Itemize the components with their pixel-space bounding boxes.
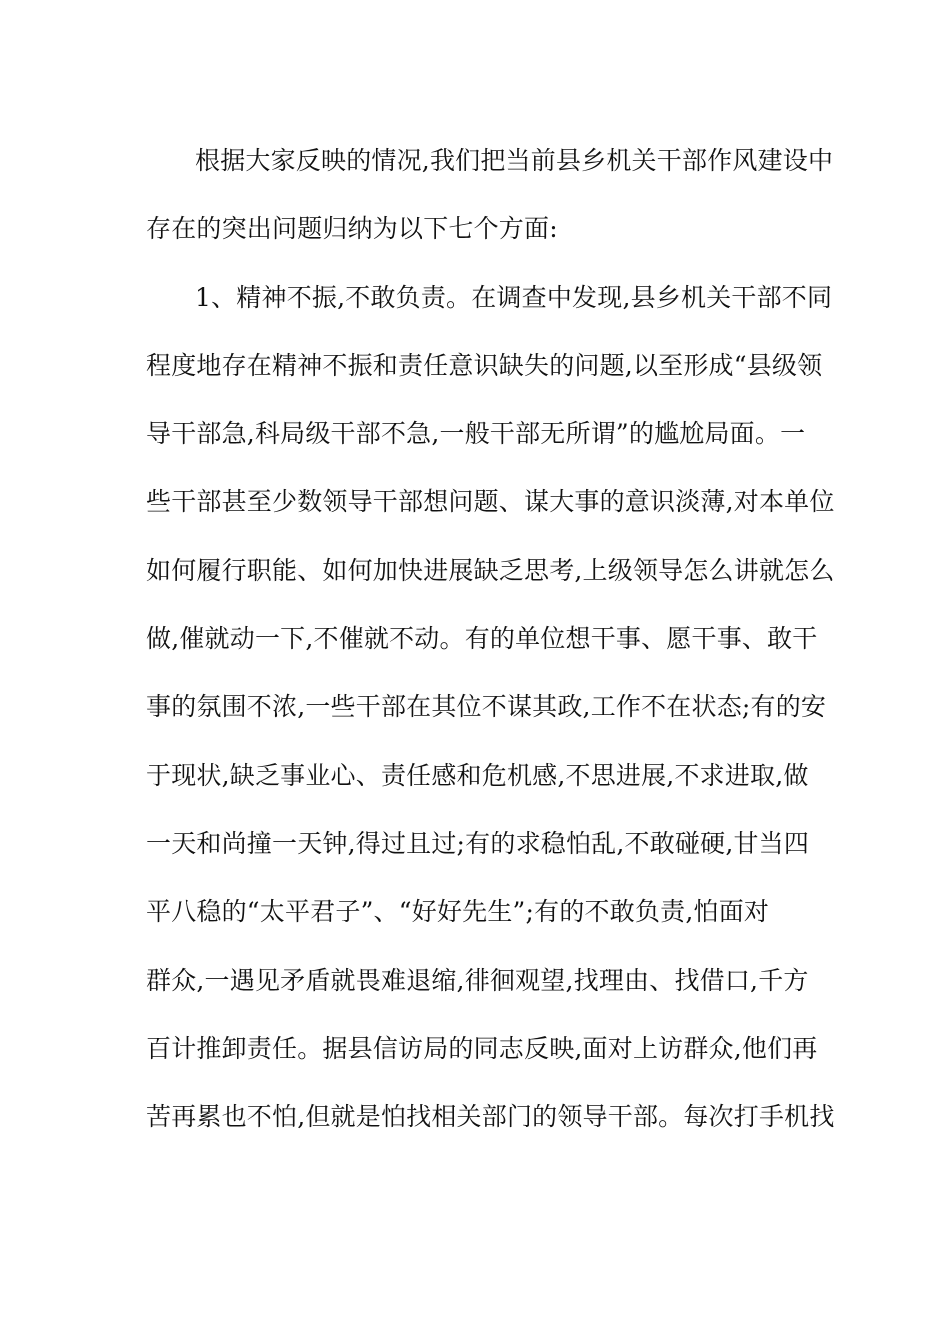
text-line-13: 群众,一遇见矛盾就畏难退缩,徘徊观望,找理由、找借口,千方 (146, 965, 809, 995)
text-line-10: 于现状,缺乏事业心、责任感和危机感,不思进展,不求进取,做 (146, 760, 809, 790)
text-line-1: 根据大家反映的情况,我们把当前县乡机关干部作风建设中 (195, 146, 834, 175)
text-line-7: 如何履行职能、如何加快进展缺乏思考,上级领导怎么讲就怎么 (146, 555, 835, 585)
text-line-14: 百计推卸责任。据县信访局的同志反映,面对上访群众,他们再 (146, 1033, 818, 1063)
text-line-6: 些干部甚至少数领导干部想问题、谋大事的意识淡薄,对本单位 (146, 487, 835, 517)
text-line-9: 事的氛围不浓,一些干部在其位不谋其政,工作不在状态;有的安 (146, 692, 827, 722)
text-line-8: 做,催就动一下,不催就不动。有的单位想干事、愿干事、敢干 (146, 624, 818, 654)
text-line-5: 导干部急,科局级干部不急,一般干部无所谓”的尴尬局面。一 (146, 419, 806, 449)
text-line-12: 平八稳的“太平君子”、“好好先生”;有的不敢负责,怕面对 (146, 897, 770, 927)
text-line-2: 存在的突出问题归纳为以下七个方面: (146, 214, 558, 244)
text-line-11: 一天和尚撞一天钟,得过且过;有的求稳怕乱,不敢碰硬,甘当四 (146, 828, 810, 858)
text-line-3: 1、精神不振,不敢负责。在调查中发现,县乡机关干部不同 (195, 282, 833, 312)
text-line-4: 程度地存在精神不振和责任意识缺失的问题,以至形成“县级领 (146, 350, 823, 380)
text-line-15: 苦再累也不怕,但就是怕找相关部门的领导干部。每次打手机找 (146, 1102, 835, 1132)
body-text (146, 127, 835, 1151)
